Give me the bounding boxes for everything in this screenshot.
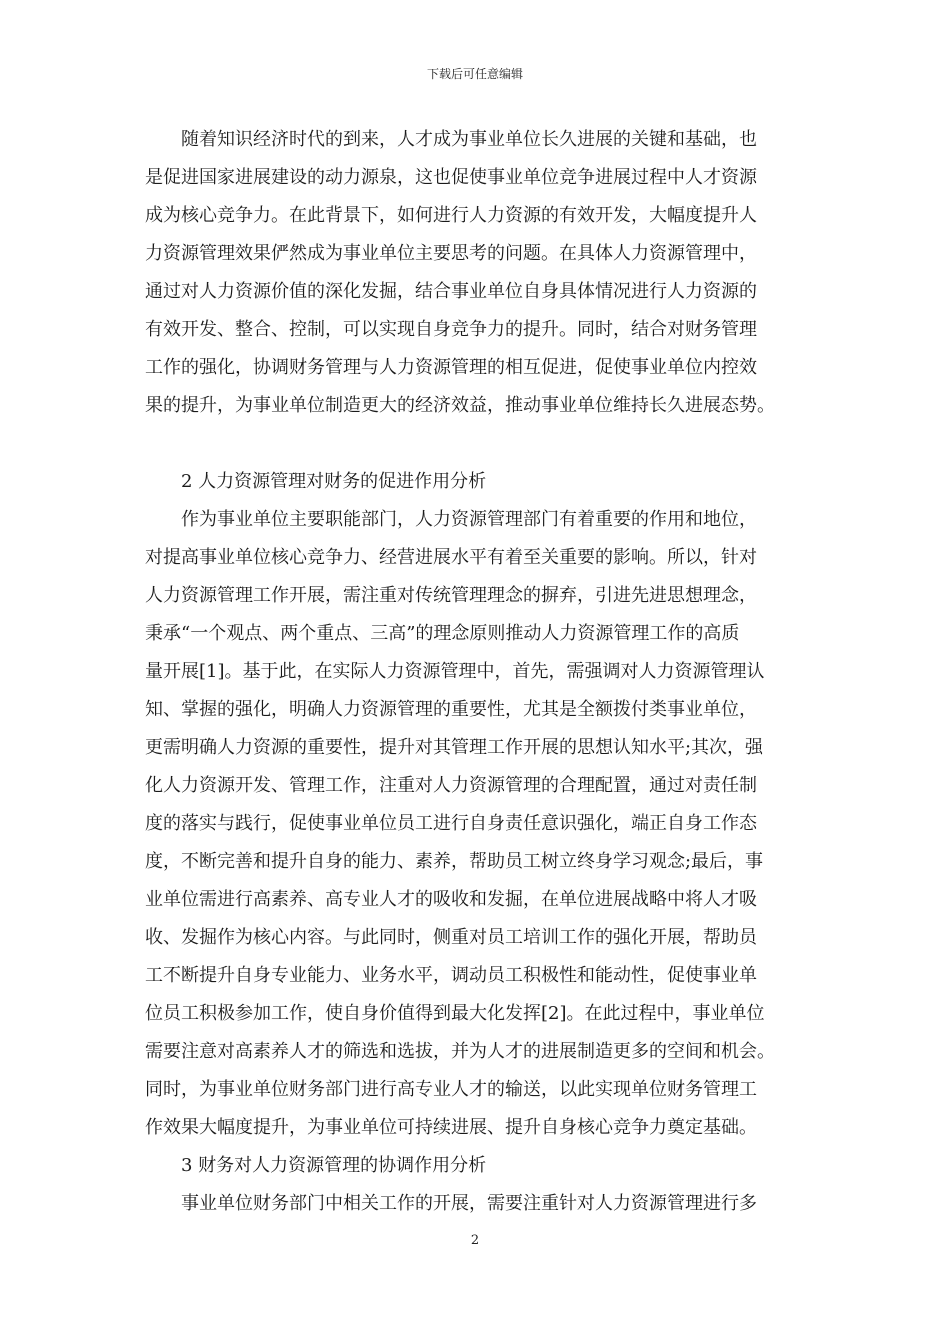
text-line: 量开展[1]。基于此，在实际人力资源管理中，首先，需强调对人力资源管理认 [145, 661, 765, 682]
text-line: 工作的强化，协调财务管理与人力资源管理的相互促进，促使事业单位内控效 [145, 357, 757, 378]
text-line: 事业单位财务部门中相关工作的开展，需要注重针对人力资源管理进行多 [145, 1193, 757, 1214]
text-line: 作为事业单位主要职能部门，人力资源管理部门有着重要的作用和地位， [145, 509, 757, 530]
paragraph-gap [145, 425, 820, 463]
text-line: 化人力资源开发、管理工作，注重对人力资源管理的合理配置，通过对责任制 [145, 775, 757, 796]
text-line: 收、发掘作为核心内容。与此同时，侧重对员工培训工作的强化开展，帮助员 [145, 927, 757, 948]
text-line: 随着知识经济时代的到来，人才成为事业单位长久进展的关键和基础，也 [145, 129, 757, 150]
text-line: 工不断提升自身专业能力、业务水平，调动员工积极性和能动性，促使事业单 [145, 965, 757, 986]
text-line: 有效开发、整合、控制，可以实现自身竞争力的提升。同时，结合对财务管理 [145, 319, 757, 340]
text-line: 更需明确人力资源的重要性，提升对其管理工作开展的思想认知水平;其次，强 [145, 737, 764, 758]
text-line: 知、掌握的强化，明确人力资源管理的重要性，尤其是全额拨付类事业单位， [145, 699, 757, 720]
text-line: 通过对人力资源价值的深化发掘，结合事业单位自身具体情况进行人力资源的 [145, 281, 757, 302]
text-line: 果的提升，为事业单位制造更大的经济效益，推动事业单位维持长久进展态势。 [145, 395, 775, 416]
page-header: 下载后可任意编辑 [426, 67, 523, 81]
text-line: 人力资源管理工作开展，需注重对传统管理理念的摒弃，引进先进思想理念， [145, 585, 757, 606]
text-line: 业单位需进行高素养、高专业人才的吸收和发掘，在单位进展战略中将人才吸 [145, 889, 757, 910]
text-line: 成为核心竞争力。在此背景下，如何进行人力资源的有效开发，大幅度提升人 [145, 205, 757, 226]
text-line: 力资源管理效果俨然成为事业单位主要思考的问题。在具体人力资源管理中， [145, 243, 757, 264]
text-line: 秉承“一个观点、两个重点、三高”的理念原则推动人力资源管理工作的高质 [145, 623, 740, 644]
text-line: 需要注意对高素养人才的筛选和选拔，并为人才的进展制造更多的空间和机会。 [145, 1041, 775, 1062]
page-number: 2 [470, 1233, 480, 1248]
text-line: 度的落实与践行，促使事业单位员工进行自身责任意识强化，端正自身工作态 [145, 813, 757, 834]
text-line: 对提高事业单位核心竞争力、经营进展水平有着至关重要的影响。所以，针对 [145, 547, 757, 568]
text-line: 作效果大幅度提升，为事业单位可持续进展、提升自身核心竞争力奠定基础。 [145, 1117, 757, 1138]
body-text [145, 121, 820, 1223]
section-heading-2: 2 人力资源管理对财务的促进作用分析 [145, 471, 487, 492]
text-line: 度，不断完善和提升自身的能力、素养，帮助员工树立终身学习观念;最后，事 [145, 851, 764, 872]
section-heading-3: 3 财务对人力资源管理的协调作用分析 [145, 1155, 487, 1176]
text-line: 同时，为事业单位财务部门进行高专业人才的输送，以此实现单位财务管理工 [145, 1079, 757, 1100]
text-line: 是促进国家进展建设的动力源泉，这也促使事业单位竞争进展过程中人才资源 [145, 167, 757, 188]
text-line: 位员工积极参加工作，使自身价值得到最大化发挥[2]。在此过程中，事业单位 [145, 1003, 765, 1024]
